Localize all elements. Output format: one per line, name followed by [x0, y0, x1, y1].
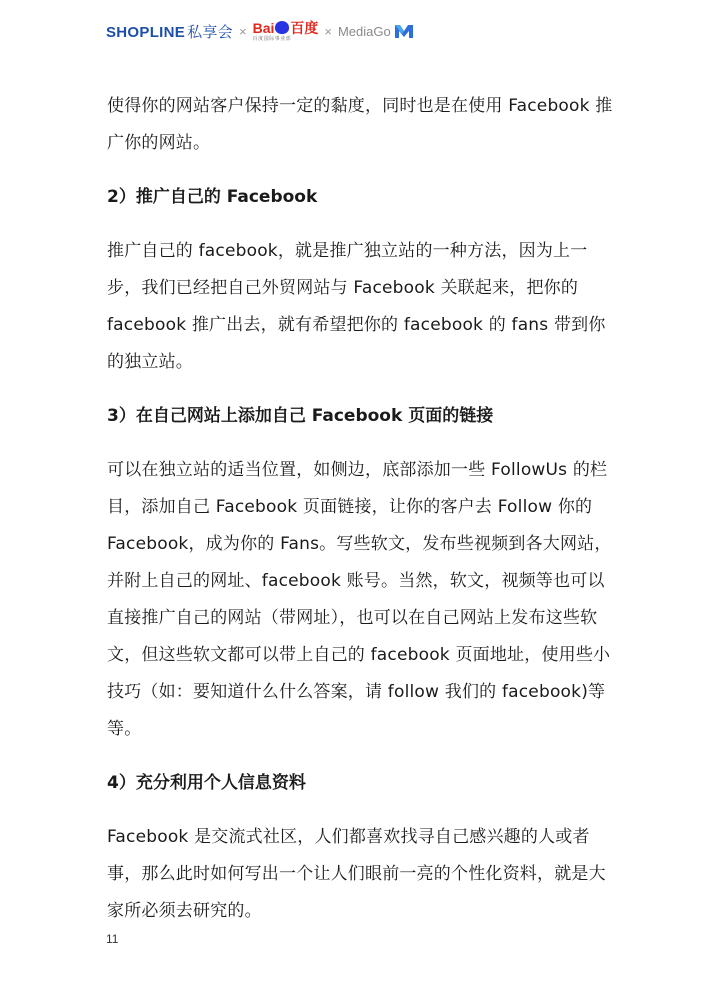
- baidu-paw-icon: [275, 21, 289, 34]
- document-body: [107, 88, 617, 930]
- mediago-brand-text: MediaGo: [337, 23, 391, 39]
- separator-x-2: ×: [324, 23, 332, 39]
- mediago-logo: [338, 23, 414, 39]
- partner-logos-header: [106, 18, 414, 44]
- paragraph-3: 可以在独立站的适当位置，如侧边，底部添加一些 FollowUs 的栏目，添加自己 Facebook 页面链接，让你的客户去 Follow 你的 Facebook，成为你的 Fans。写些软文，发布些视频到各大网站，并附上自己的网址、facebook 账号。当然，软文，视频等也可以直接推广自己的网站（带网址），也可以在自己网站上发布这些软文，但这些软文都可以带上自己的 facebook 页面地址，使用些小技巧（如：要知道什么什么答案，请 follow 我们的 facebook)等等。: [107, 460, 612, 739]
- shopline-brand-text: SHOPLINE: [106, 23, 186, 41]
- shopline-sub-text: 私享会: [187, 23, 233, 41]
- section-heading-2: 2）推广自己的 Facebook: [107, 187, 318, 207]
- paragraph-1: 使得你的网站客户保持一定的黏度，同时也是在使用 Facebook 推广你的网站。: [107, 96, 613, 153]
- baidu-brand-right: 百度: [290, 19, 319, 36]
- baidu-brand-left: Bai: [252, 19, 275, 36]
- separator-x-1: ×: [238, 23, 247, 39]
- shopline-logo: [106, 21, 233, 42]
- page-number: 11: [106, 932, 119, 946]
- paragraph-4: Facebook 是交流式社区，人们都喜欢找寻自己感兴趣的人或者事，那么此时如何写出一个让人们眼前一亮的个性化资料，就是大家所必须去研究的。: [107, 827, 606, 921]
- section-heading-3: 3）在自己网站上添加自己 Facebook 页面的链接: [107, 406, 494, 426]
- section-heading-4: 4）充分利用个人信息资料: [107, 773, 306, 793]
- paragraph-2: 推广自己的 facebook，就是推广独立站的一种方法，因为上一步，我们已经把自己外贸网站与 Facebook 关联起来，把你的 facebook 推广出去，就有希望把你的 facebook 的 fans 带到你的独立站。: [107, 241, 606, 372]
- baidu-tagline: 百度国际事业部: [252, 35, 292, 42]
- mediago-m-icon: [394, 23, 414, 39]
- baidu-logo: [253, 21, 319, 42]
